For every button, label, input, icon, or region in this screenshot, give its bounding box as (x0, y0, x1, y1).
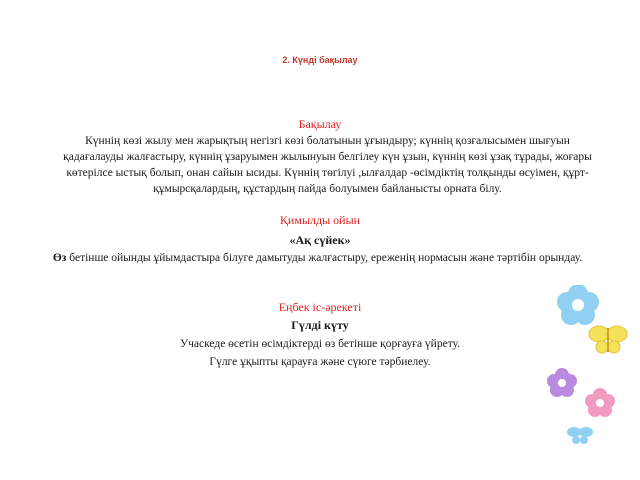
labor-heading: Еңбек іс-әрекеті (278, 300, 362, 314)
labor-line-1: Учаскеде өсетін өсімдіктерді өз бетінше қорғауға үйрету. (179, 338, 461, 350)
game-goal (35, 250, 600, 266)
observation-heading: Бақылау (298, 117, 342, 131)
game-goal-text: бетінше ойынды ұйымдастыра білуге дамытуды жалғастыру, ереженің нормасын және тәртібін орындау. (66, 252, 583, 264)
purple-flower-icon (547, 368, 577, 397)
game-goal-label: Өз (52, 252, 67, 264)
labor-line-2: Гүлге ұқыпты қарауға және сүюге тәрбиелеу. (209, 356, 431, 368)
flowers-butterflies-icon (540, 285, 640, 480)
blue-flower-icon (557, 285, 599, 325)
observation-text: Күннің көзі жылу мен жарықтың негізгі көзі болатынын ұғындыру; күннің қозғалысымен шығуын қадағалауды жалғастыру, күннің ұзаруымен жылынуын белгілеу күн ұзын, күннің көзі ұзақ тұрады, жоғары көтерілсе ыстық болып, онан сайын ысиды. Күннің төгілуі ,ылғалдар -өсімдіктің толқынды өсуімен, құрт- құмырсқалардың, құстардың пайда болуымен байланысты орната білу. (63, 135, 592, 195)
slide-title: 2. Күнді бақылау (282, 55, 358, 65)
small-butterfly-icon (567, 427, 593, 444)
game-name: «Ақ сүйек» (289, 233, 351, 247)
butterfly-icon (589, 326, 627, 353)
pink-flower-icon (585, 388, 615, 417)
labor-name: Гүлді күту (291, 318, 349, 332)
game-heading: Қимылды ойын (279, 213, 361, 227)
